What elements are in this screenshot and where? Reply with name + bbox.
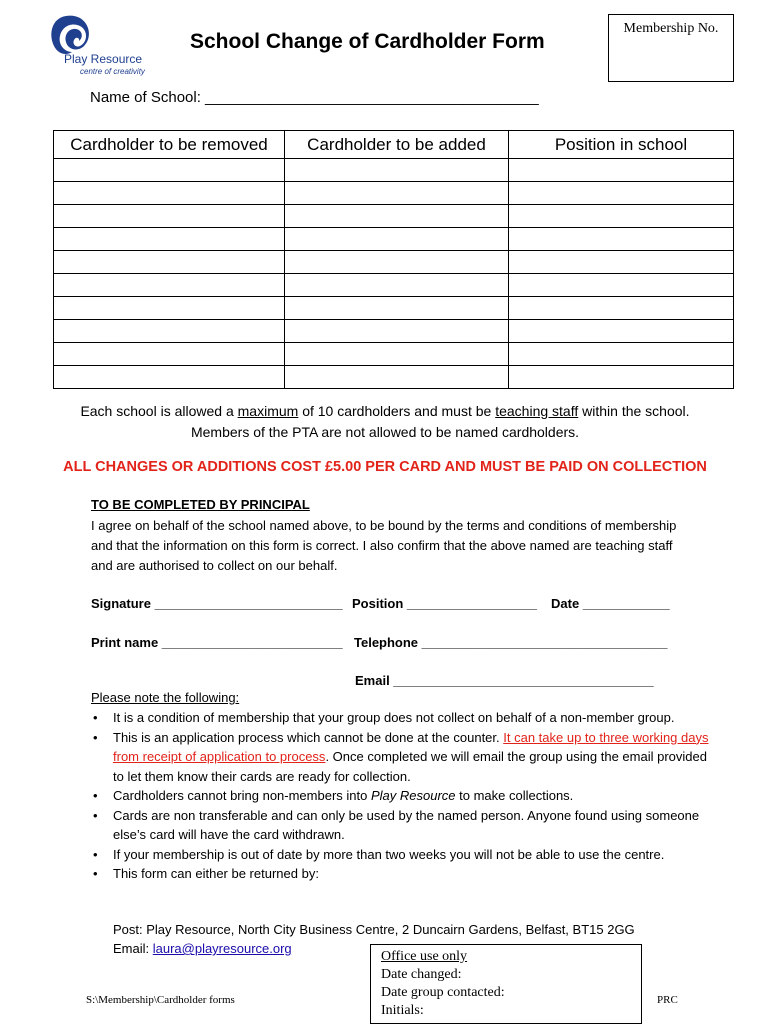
cell-added[interactable] xyxy=(285,366,509,389)
list-item: • Cardholders cannot bring non-members into Play Resource to make collections. xyxy=(113,786,713,806)
cell-removed[interactable] xyxy=(54,297,285,320)
header-added: Cardholder to be added xyxy=(285,131,509,159)
cell-added[interactable] xyxy=(285,159,509,182)
cell-position[interactable] xyxy=(509,159,734,182)
header-position: Position in school xyxy=(509,131,734,159)
print-name-field[interactable]: Print name _________________________ xyxy=(91,635,343,650)
table-row xyxy=(54,205,734,228)
footer-path: S:\Membership\Cardholder forms xyxy=(86,994,235,1006)
cell-removed[interactable] xyxy=(54,251,285,274)
footer-code: PRC xyxy=(657,994,678,1006)
list-item: • Cards are non transferable and can only be used by the named person. Anyone found using someone else’s card will have the card withdrawn. xyxy=(113,806,713,845)
table-row xyxy=(54,274,734,297)
table-row xyxy=(54,228,734,251)
please-note-heading: Please note the following: xyxy=(91,690,240,705)
cell-removed[interactable] xyxy=(54,343,285,366)
table-row xyxy=(54,182,734,205)
principal-heading: TO BE COMPLETED BY PRINCIPAL xyxy=(91,497,310,512)
cell-position[interactable] xyxy=(509,343,734,366)
position-field[interactable]: Position __________________ xyxy=(352,596,538,611)
signature-field[interactable]: Signature __________________________ xyxy=(91,596,343,611)
office-date-changed: Date changed: xyxy=(381,967,462,982)
cell-position[interactable] xyxy=(509,228,734,251)
table-row xyxy=(54,343,734,366)
cell-added[interactable] xyxy=(285,297,509,320)
cell-removed[interactable] xyxy=(54,366,285,389)
table-row xyxy=(54,159,734,182)
cell-position[interactable] xyxy=(509,297,734,320)
cell-position[interactable] xyxy=(509,251,734,274)
cell-added[interactable] xyxy=(285,343,509,366)
logo-tagline: centre of creativity xyxy=(80,67,145,76)
header-removed: Cardholder to be removed xyxy=(54,131,285,159)
table-row xyxy=(54,366,734,389)
email-link[interactable]: laura@playresource.org xyxy=(152,941,292,956)
membership-label: Membership No. xyxy=(623,21,719,36)
cell-added[interactable] xyxy=(285,274,509,297)
list-item: • This form can either be returned by: xyxy=(113,864,713,884)
cell-added[interactable] xyxy=(285,320,509,343)
cell-position[interactable] xyxy=(509,366,734,389)
cell-removed[interactable] xyxy=(54,274,285,297)
cardholder-table xyxy=(53,130,734,389)
form-title: School Change of Cardholder Form xyxy=(190,30,545,53)
list-item: • It is a condition of membership that your group does not collect on behalf of a non-member group. xyxy=(113,708,713,728)
return-email: Email: laura@playresource.org xyxy=(113,941,292,956)
office-title: Office use only xyxy=(381,949,468,964)
notes-list xyxy=(91,708,713,884)
logo-name: Play Resource xyxy=(64,52,143,66)
cell-position[interactable] xyxy=(509,182,734,205)
table-header-row xyxy=(54,131,734,159)
list-item: • If your membership is out of date by more than two weeks you will not be able to use the centre. xyxy=(113,845,713,865)
cell-position[interactable] xyxy=(509,320,734,343)
telephone-field[interactable]: Telephone __________________________________ xyxy=(354,635,668,650)
cell-removed[interactable] xyxy=(54,205,285,228)
cell-removed[interactable] xyxy=(54,320,285,343)
cell-position[interactable] xyxy=(509,205,734,228)
principal-declaration: I agree on behalf of the school named above, to be bound by the terms and conditions of membership and that the information on this form is correct. I also confirm that the above named are teaching staff and are authorised to collect on our behalf. xyxy=(91,518,677,573)
cell-removed[interactable] xyxy=(54,228,285,251)
cell-position[interactable] xyxy=(509,274,734,297)
email-field[interactable]: Email ____________________________________ xyxy=(355,673,654,688)
membership-number-box[interactable] xyxy=(608,14,734,82)
school-name-field[interactable]: Name of School: ________________________________________ xyxy=(90,89,539,106)
table-row xyxy=(54,320,734,343)
cell-added[interactable] xyxy=(285,205,509,228)
office-use-box xyxy=(370,944,642,1024)
cell-removed[interactable] xyxy=(54,182,285,205)
allowance-note: Each school is allowed a maximum of 10 cardholders and must be teaching staff within the school. Members of the PTA are not allowed to be named cardholders. xyxy=(80,403,690,440)
office-initials: Initials: xyxy=(381,1003,424,1018)
cell-added[interactable] xyxy=(285,182,509,205)
table-row xyxy=(54,297,734,320)
cell-added[interactable] xyxy=(285,251,509,274)
postal-address: Post: Play Resource, North City Business Centre, 2 Duncairn Gardens, Belfast, BT15 2GG xyxy=(113,922,635,937)
office-date-contacted: Date group contacted: xyxy=(381,985,505,1000)
list-item: • This is an application process which cannot be done at the counter. It can take up to three working days from receipt of application to process. Once completed we will email the group using the email provided to let them know their cards are ready for collection. xyxy=(113,728,713,787)
cost-warning: ALL CHANGES OR ADDITIONS COST £5.00 PER CARD AND MUST BE PAID ON COLLECTION xyxy=(63,459,707,475)
cell-added[interactable] xyxy=(285,228,509,251)
date-field[interactable]: Date ____________ xyxy=(551,596,670,611)
cell-removed[interactable] xyxy=(54,159,285,182)
table-row xyxy=(54,251,734,274)
